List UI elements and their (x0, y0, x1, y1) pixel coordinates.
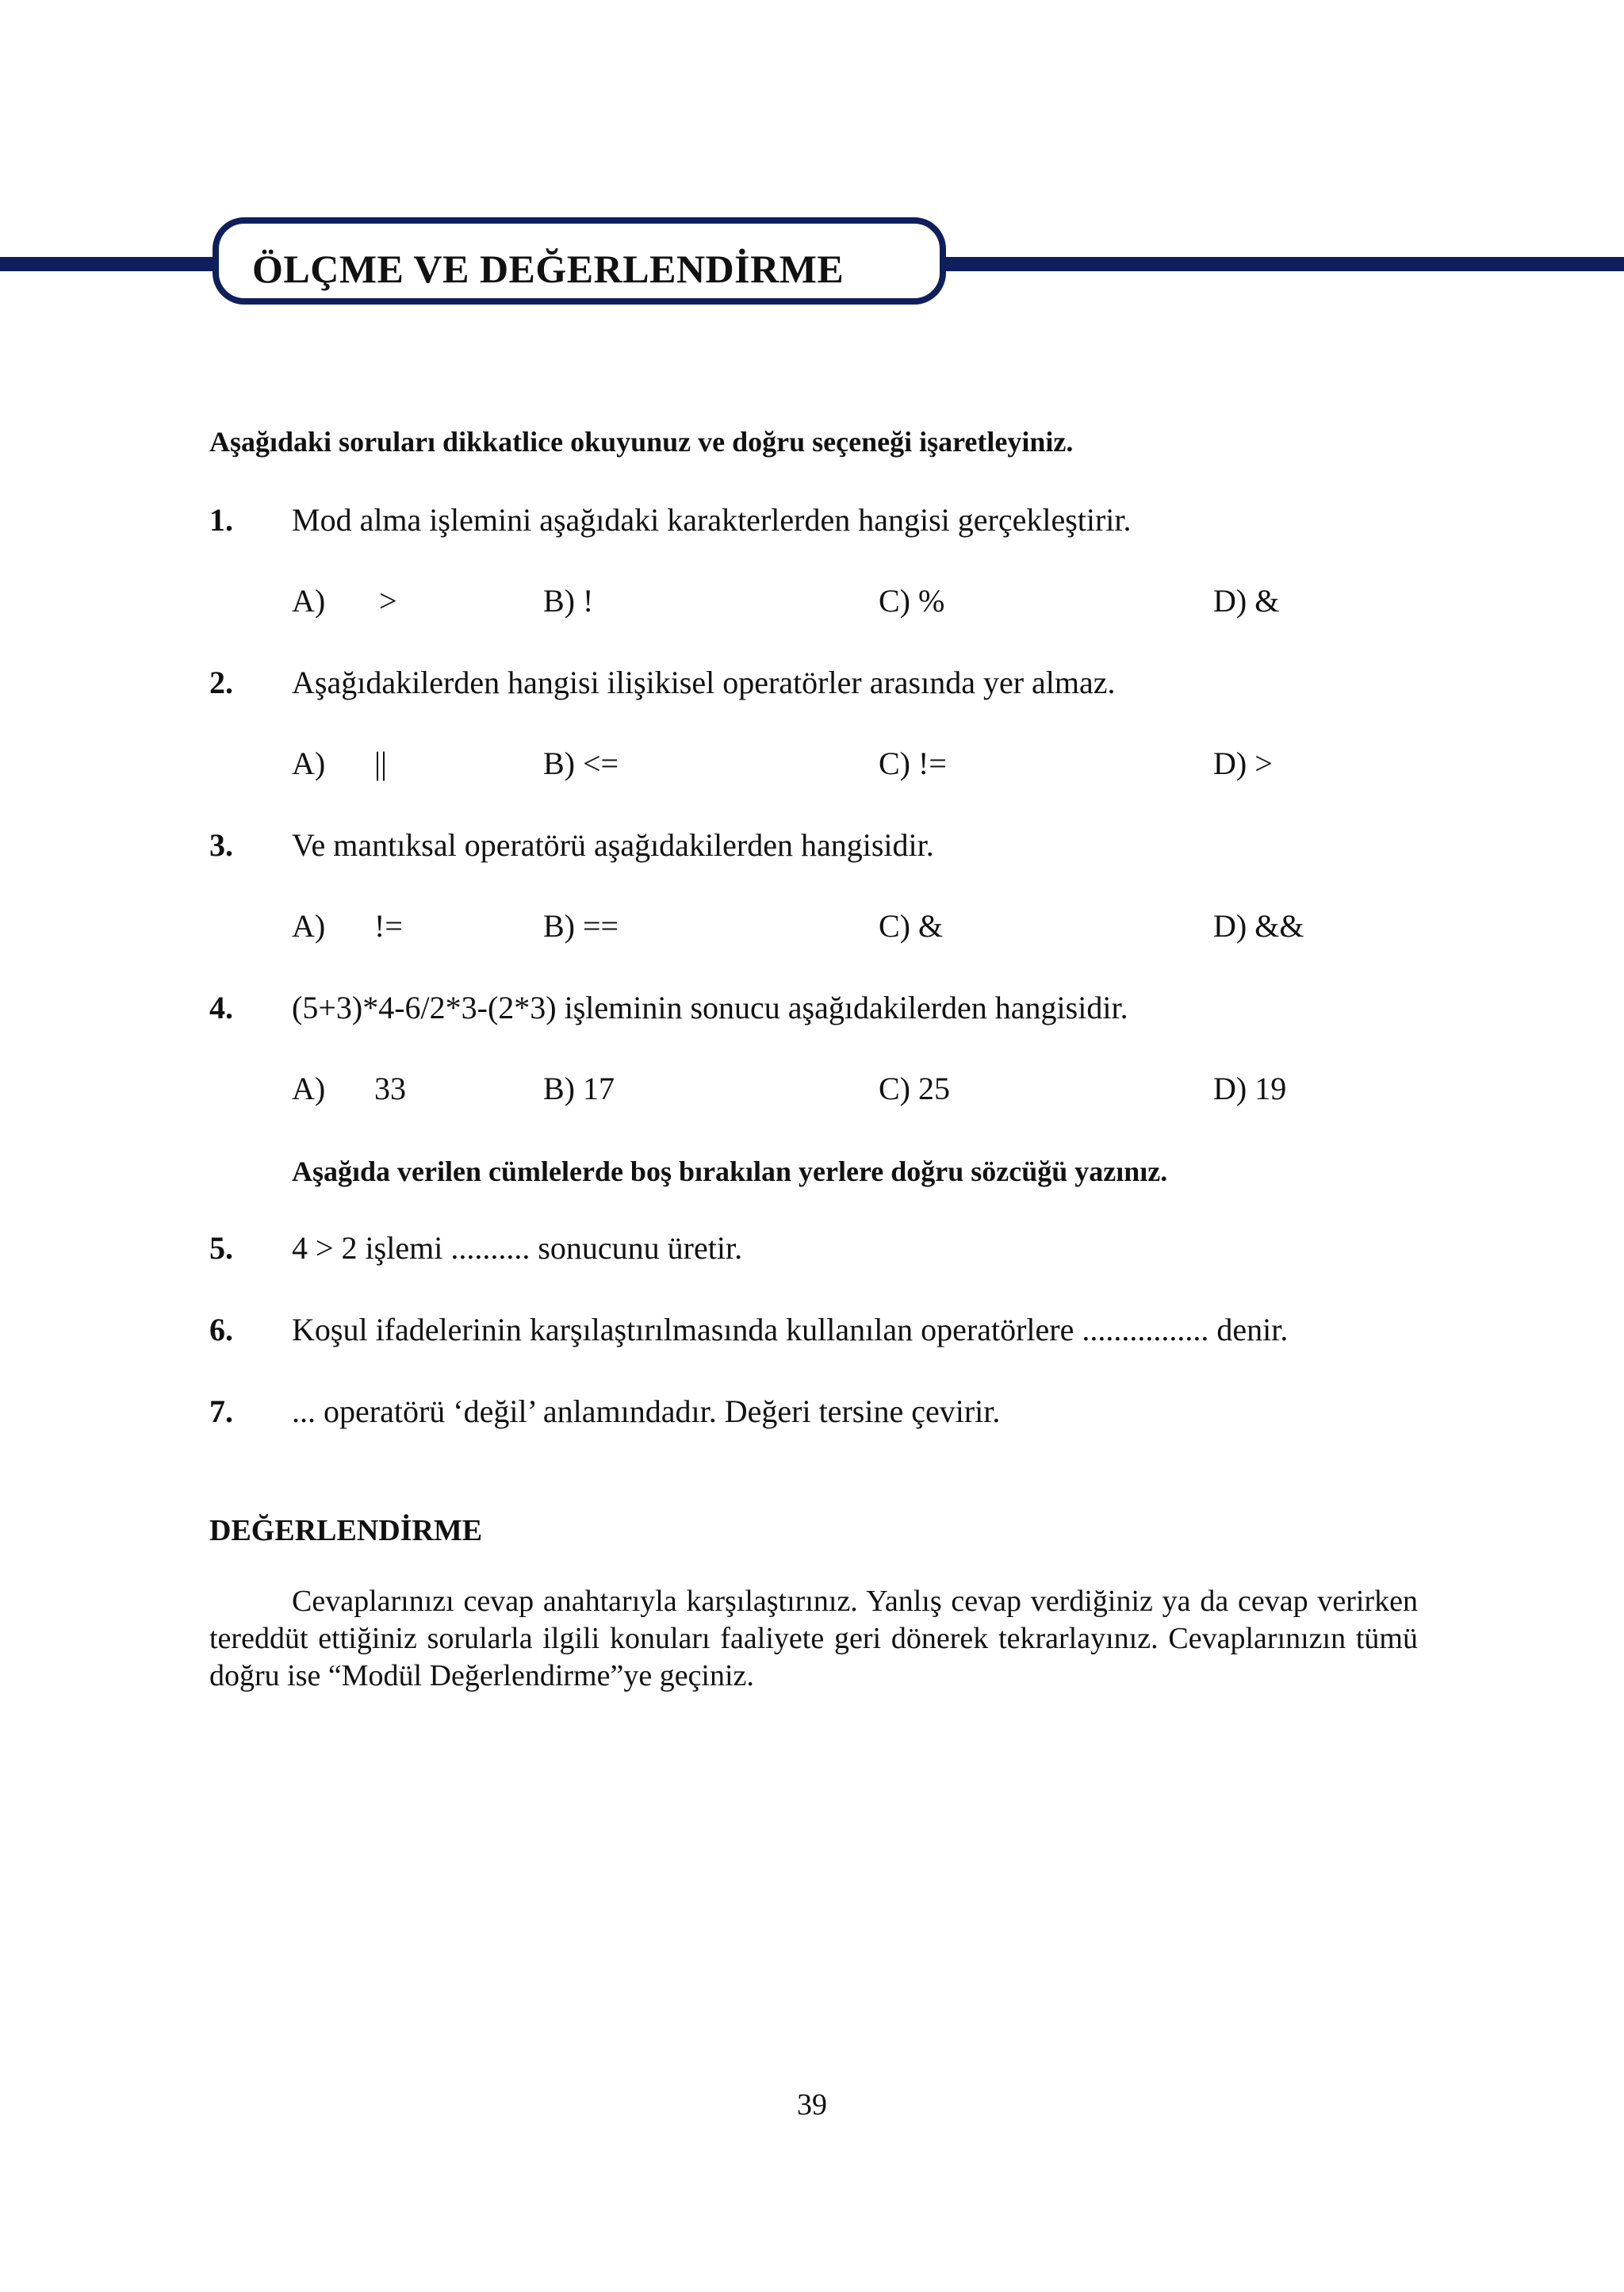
option-c: C) 25 (879, 1071, 950, 1106)
evaluation-heading: DEĞERLENDİRME (209, 1514, 483, 1547)
question-number: 6. (209, 1312, 233, 1347)
question-text: (5+3)*4-6/2*3-(2*3) işleminin sonucu aşağıdakilerden hangisidir. (292, 990, 1128, 1025)
option-a-value: > (379, 583, 397, 619)
option-d: D) 19 (1213, 1071, 1287, 1106)
option-c: C) % (879, 583, 945, 619)
question-text: Mod alma işlemini aşağıdaki karakterlerden hangisi gerçekleştirir. (292, 502, 1132, 538)
header-title-box (213, 217, 946, 305)
question-number: 1. (209, 502, 233, 538)
option-d: D) & (1213, 583, 1280, 619)
question-number: 7. (209, 1393, 233, 1429)
option-c: C) & (879, 908, 944, 944)
option-d: D) && (1213, 908, 1304, 944)
option-a-label: A) (292, 1071, 326, 1106)
question-number: 4. (209, 990, 233, 1025)
option-a-value: != (374, 908, 403, 944)
question-text: Ve mantıksal operatörü aşağıdakilerden hangisidir. (292, 827, 934, 863)
option-c: C) != (879, 745, 947, 781)
page-title: ÖLÇME VE DEĞERLENDİRME (252, 247, 845, 291)
multiple-choice-instruction: Aşağıdaki soruları dikkatlice okuyunuz ve doğru seçeneği işaretleyiniz. (209, 426, 1074, 458)
evaluation-paragraph: Cevaplarınızı cevap anahtarıyla karşılaştırınız. Yanlış cevap verdiğiniz ya da cevap verirken tereddüt ettiğiniz sorularla ilgili konuları faaliyete geri dönerek tekrarlayınız. Cevaplarınızın tümü doğru ise “Modül Değerlendirme”ye geçiniz. (209, 1585, 1418, 1692)
option-b: B) == (543, 908, 619, 944)
option-b: B) ! (543, 583, 594, 619)
question-text: Koşul ifadelerinin karşılaştırılmasında kullanılan operatörlere ................ denir. (292, 1312, 1289, 1347)
option-a-value: || (374, 745, 388, 781)
option-a-value: 33 (374, 1071, 406, 1106)
fill-in-instruction: Aşağıda verilen cümlelerde boş bırakılan yerlere doğru sözcüğü yazınız. (292, 1156, 1168, 1187)
option-b: B) 17 (543, 1071, 615, 1106)
option-a-label: A) (292, 583, 326, 619)
question-number: 3. (209, 827, 233, 863)
page-number: 39 (797, 2088, 827, 2121)
option-b: B) <= (543, 745, 619, 781)
question-text: ... operatörü ‘değil’ anlamındadır. Değeri tersine çevirir. (292, 1393, 1001, 1429)
question-number: 5. (209, 1230, 233, 1266)
question-text: Aşağıdakilerden hangisi ilişikisel operatörler arasında yer almaz. (292, 665, 1116, 700)
option-a-label: A) (292, 745, 326, 781)
option-a-label: A) (292, 908, 326, 944)
option-d: D) > (1213, 745, 1273, 781)
question-number: 2. (209, 665, 233, 700)
question-text: 4 > 2 işlemi .......... sonucunu üretir. (292, 1230, 743, 1266)
